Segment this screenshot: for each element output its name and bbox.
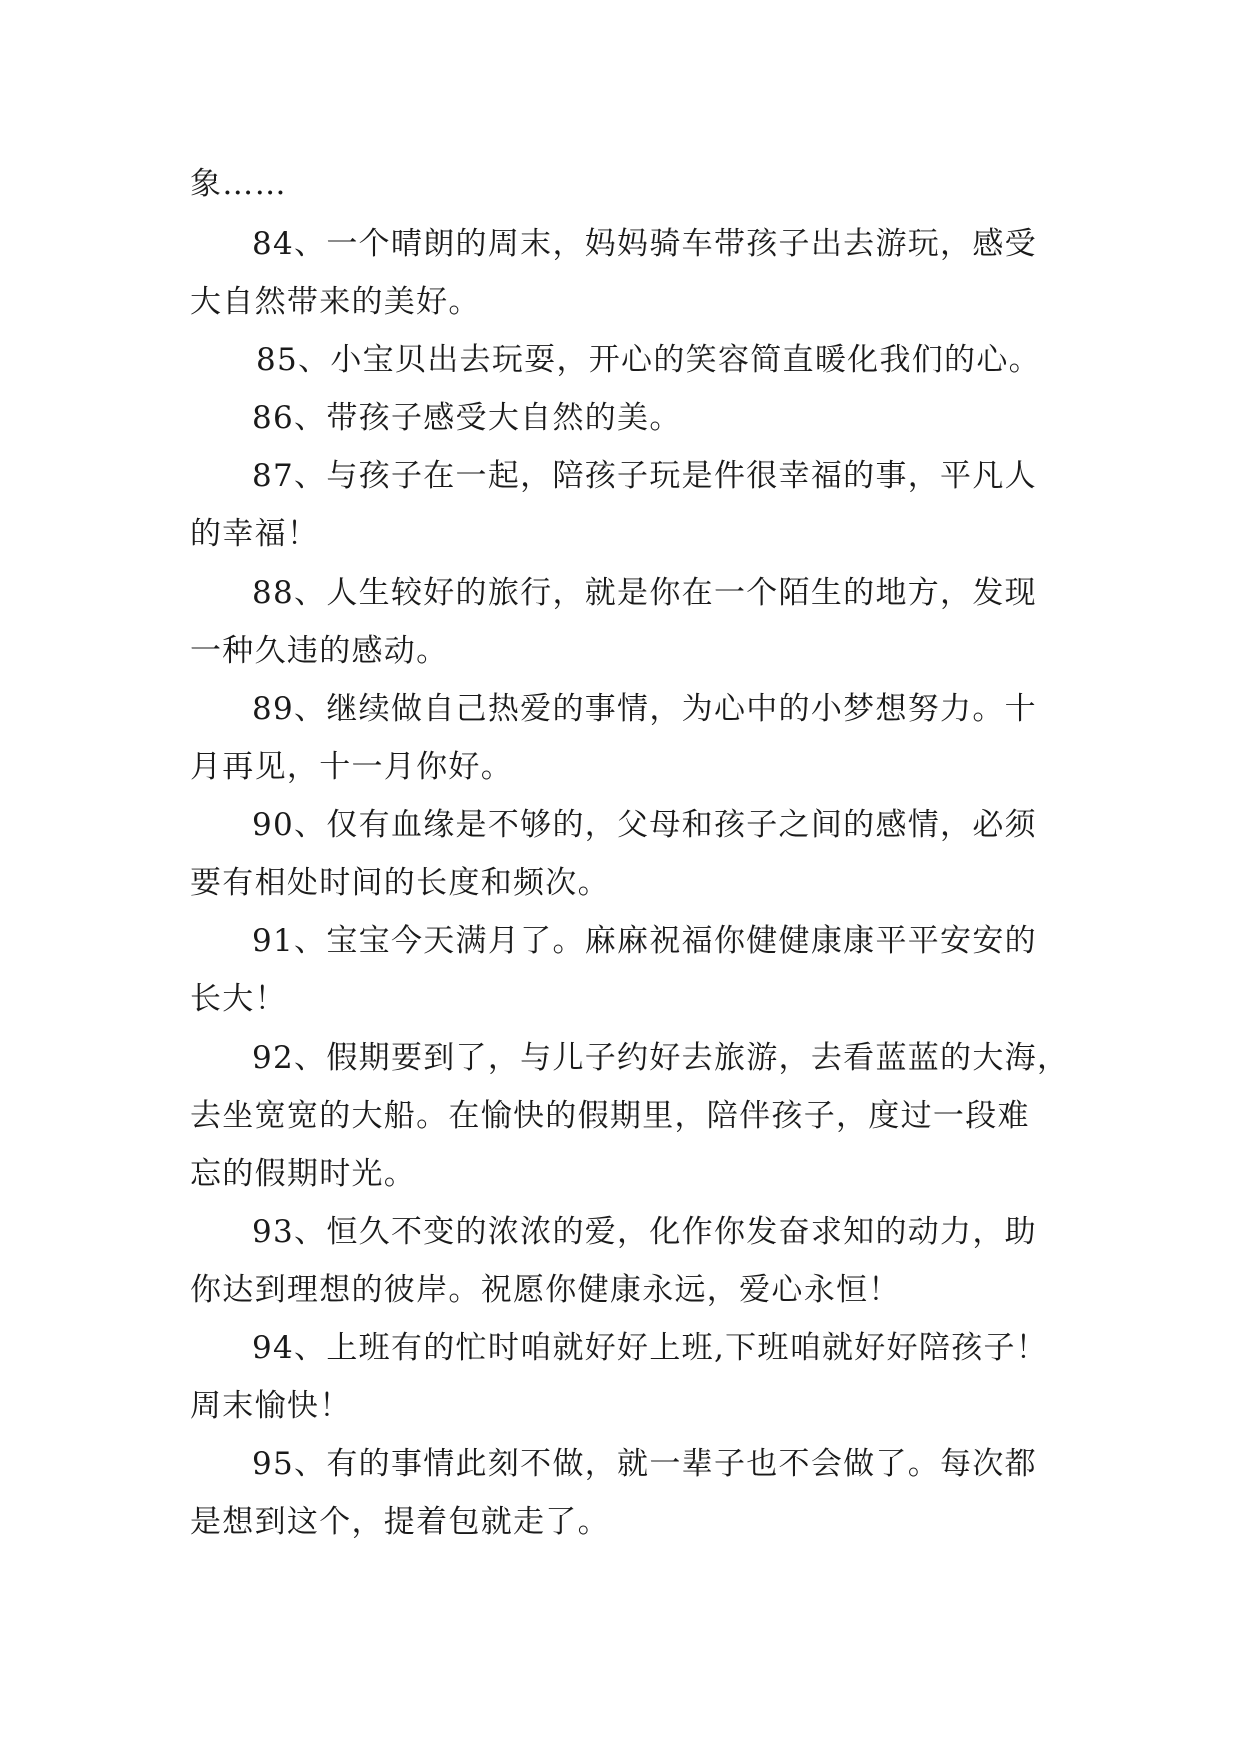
- item-90-line-1: 90、仅有血缘是不够的，父母和孩子之间的感情，必须: [252, 807, 1037, 843]
- item-85-line-1: 85、小宝贝出去玩耍，开心的笑容简直暖化我们的心。: [256, 342, 1041, 378]
- item-89-line-2: 月再见，十一月你好。: [190, 749, 513, 785]
- item-89-line-1: 89、继续做自己热爱的事情，为心中的小梦想努力。十: [252, 691, 1037, 727]
- text-line: 象……: [190, 166, 287, 202]
- item-90-line-2: 要有相处时间的长度和频次。: [190, 865, 610, 901]
- item-87-line-1: 87、与孩子在一起，陪孩子玩是件很幸福的事，平凡人: [252, 458, 1037, 494]
- item-84-line-2: 大自然带来的美好。: [190, 284, 481, 320]
- item-86-line-1: 86、带孩子感受大自然的美。: [252, 400, 682, 436]
- item-94-line-2: 周末愉快！: [190, 1388, 352, 1424]
- item-91-line-1: 91、宝宝今天满月了。麻麻祝福你健健康康平平安安的: [252, 923, 1037, 959]
- item-88-line-2: 一种久违的感动。: [190, 633, 449, 669]
- item-91-line-2: 长大！: [190, 981, 287, 1017]
- item-87-line-2: 的幸福！: [190, 516, 320, 552]
- item-84-line-1: 84、一个晴朗的周末，妈妈骑车带孩子出去游玩，感受: [252, 226, 1037, 262]
- item-88-line-1: 88、人生较好的旅行，就是你在一个陌生的地方，发现: [252, 575, 1037, 611]
- item-93-line-2: 你达到理想的彼岸。祝愿你健康永远，爱心永恒！: [190, 1272, 901, 1308]
- item-95-line-1: 95、有的事情此刻不做，就一辈子也不会做了。每次都: [252, 1446, 1037, 1482]
- item-93-line-1: 93、恒久不变的浓浓的爱，化作你发奋求知的动力，助: [252, 1214, 1037, 1250]
- item-92-line-3: 忘的假期时光。: [190, 1156, 417, 1192]
- item-95-line-2: 是想到这个，提着包就走了。: [190, 1504, 610, 1540]
- item-92-line-2: 去坐宽宽的大船。在愉快的假期里，陪伴孩子，度过一段难: [190, 1098, 1030, 1134]
- item-94-line-1: 94、上班有的忙时咱就好好上班,下班咱就好好陪孩子！: [252, 1330, 1049, 1366]
- item-92-line-1: 92、假期要到了，与儿子约好去旅游，去看蓝蓝的大海，: [252, 1040, 1070, 1076]
